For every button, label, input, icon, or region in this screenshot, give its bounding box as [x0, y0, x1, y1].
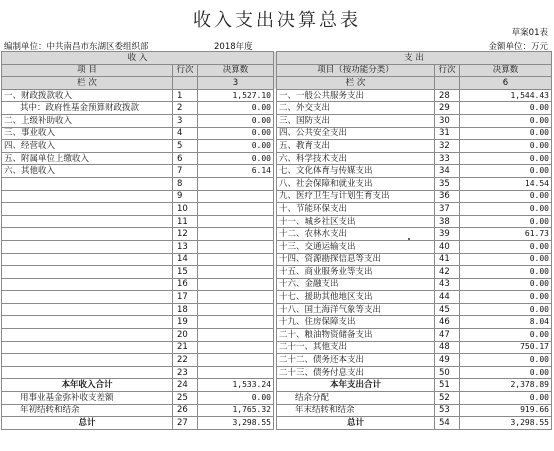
income-item: 六、其他收入 — [2, 165, 173, 178]
income-item — [2, 329, 173, 342]
expense-item: 十六、金融支出 — [277, 278, 435, 291]
expense-item: 总计 — [277, 417, 435, 430]
expense-line-number: 46 — [435, 316, 460, 329]
table-row — [2, 127, 552, 140]
expense-item: 十八、国土海洋气象等支出 — [277, 303, 435, 316]
expense-item: 十七、援助其他地区支出 — [277, 291, 435, 304]
income-line-number: 7 — [173, 165, 198, 178]
income-item — [2, 316, 173, 329]
income-item: 二、上级补助收入 — [2, 114, 173, 127]
income-item — [2, 341, 173, 354]
form-number: 草案01表 — [511, 28, 548, 38]
expense-amount: 0.00 — [460, 127, 552, 140]
expense-item: 二十、粮油物资储备支出 — [277, 329, 435, 342]
income-item — [2, 253, 173, 266]
income-column-index: 3 — [198, 77, 274, 90]
income-section-header: 收 入 — [2, 52, 274, 65]
expense-item: 四、公共安全支出 — [277, 127, 435, 140]
income-amount: 3,298.55 — [198, 417, 274, 430]
income-line-number: 22 — [173, 354, 198, 367]
income-item — [2, 228, 173, 241]
expense-amount: 0.00 — [460, 152, 552, 165]
expense-amount: 0.00 — [460, 278, 552, 291]
income-line-number: 23 — [173, 366, 198, 379]
income-line-number: 21 — [173, 341, 198, 354]
page-title: 收入支出决算总表 — [193, 10, 361, 31]
expense-line-number: 36 — [435, 190, 460, 203]
expense-line-number: 32 — [435, 140, 460, 153]
income-item — [2, 303, 173, 316]
expense-line-number: 47 — [435, 329, 460, 342]
fiscal-year: 2018年度 — [214, 42, 253, 52]
income-amount — [198, 316, 274, 329]
expense-item: 十九、住房保障支出 — [277, 316, 435, 329]
table-row — [2, 329, 552, 342]
income-line-number: 3 — [173, 114, 198, 127]
income-item: 年初结转和结余 — [2, 404, 173, 417]
expense-amount: 0.00 — [460, 102, 552, 115]
expense-item: 二十三、债务付息支出 — [277, 366, 435, 379]
income-amount — [198, 240, 274, 253]
income-item: 三、事业收入 — [2, 127, 173, 140]
table-row — [2, 152, 552, 165]
expense-amount: 0.00 — [460, 114, 552, 127]
table-row — [2, 240, 552, 253]
income-item: 五、附属单位上缴收入 — [2, 152, 173, 165]
expense-item: 一、一般公共服务支出 — [277, 89, 435, 102]
expense-amount: 0.00 — [460, 240, 552, 253]
table-row — [2, 417, 552, 430]
income-line-number: 11 — [173, 215, 198, 228]
expense-amount: 0.00 — [460, 392, 552, 405]
income-line-number: 8 — [173, 177, 198, 190]
expense-amount: 0.00 — [460, 215, 552, 228]
expense-item: 七、文化体育与传媒支出 — [277, 165, 435, 178]
expense-line-number: 40 — [435, 240, 460, 253]
stray-dot-mark — [408, 238, 410, 240]
income-amount: 0.00 — [198, 392, 274, 405]
income-amount: 6.14 — [198, 165, 274, 178]
table-row — [2, 140, 552, 153]
expense-line-number: 30 — [435, 114, 460, 127]
expense-item: 十二、农林水支出 — [277, 228, 435, 241]
expense-item: 十五、商业服务业等支出 — [277, 266, 435, 279]
income-line-number: 4 — [173, 127, 198, 140]
expense-amount: 0.00 — [460, 140, 552, 153]
income-line-number: 9 — [173, 190, 198, 203]
column-index-row — [2, 77, 552, 90]
table-row — [2, 354, 552, 367]
income-amount — [198, 253, 274, 266]
income-amount — [198, 278, 274, 291]
expense-column-index-label: 栏 次 — [277, 77, 435, 90]
table-row — [2, 379, 552, 392]
expense-line-number: 31 — [435, 127, 460, 140]
income-item — [2, 190, 173, 203]
income-item — [2, 177, 173, 190]
expense-amount: 3,298.55 — [460, 417, 552, 430]
income-line-number: 27 — [173, 417, 198, 430]
table-row — [2, 253, 552, 266]
expense-line-number: 45 — [435, 303, 460, 316]
income-item — [2, 266, 173, 279]
table-row — [2, 215, 552, 228]
income-line-number: 15 — [173, 266, 198, 279]
income-item: 用事业基金弥补收支差额 — [2, 392, 173, 405]
income-column-index-blank — [173, 77, 198, 90]
account-table — [1, 51, 552, 430]
income-column-index-label: 栏 次 — [2, 77, 173, 90]
expense-column-index-blank — [435, 77, 460, 90]
expense-amount: 0.00 — [460, 303, 552, 316]
column-header-row — [2, 64, 552, 77]
expense-amount: 0.00 — [460, 354, 552, 367]
table-row — [2, 278, 552, 291]
income-item — [2, 354, 173, 367]
income-amount: 0.00 — [198, 102, 274, 115]
table-row — [2, 366, 552, 379]
table-row — [2, 316, 552, 329]
expense-item: 十一、城乡社区支出 — [277, 215, 435, 228]
income-line-number: 19 — [173, 316, 198, 329]
table-row — [2, 341, 552, 354]
expense-amount: 1,544.43 — [460, 89, 552, 102]
income-amount: 1,765.32 — [198, 404, 274, 417]
expense-line-number: 50 — [435, 366, 460, 379]
expense-line-number: 39 — [435, 228, 460, 241]
income-line-number: 6 — [173, 152, 198, 165]
income-amount — [198, 354, 274, 367]
expense-amount: 0.00 — [460, 253, 552, 266]
income-item: 总计 — [2, 417, 173, 430]
expense-amount: 0.00 — [460, 266, 552, 279]
expense-line-number: 54 — [435, 417, 460, 430]
table-row — [2, 114, 552, 127]
expense-line-number: 53 — [435, 404, 460, 417]
expense-item: 年末结转和结余 — [277, 404, 435, 417]
expense-line-number: 49 — [435, 354, 460, 367]
expense-item: 十、节能环保支出 — [277, 203, 435, 216]
expense-item: 二、外交支出 — [277, 102, 435, 115]
table-row — [2, 392, 552, 405]
expense-amount: 8.04 — [460, 316, 552, 329]
expense-amount: 61.73 — [460, 228, 552, 241]
expense-line-number: 37 — [435, 203, 460, 216]
compiling-unit: 编制单位：中共南昌市东湖区委组织部 — [4, 42, 149, 52]
expense-column-index: 6 — [460, 77, 552, 90]
money-unit: 金额单位：万元 — [488, 42, 548, 52]
income-amount — [198, 177, 274, 190]
income-amount — [198, 228, 274, 241]
income-amount — [198, 190, 274, 203]
expense-item-header: 项目（按功能分类） — [277, 64, 435, 77]
table-row — [2, 291, 552, 304]
expense-item: 三、国防支出 — [277, 114, 435, 127]
income-item — [2, 278, 173, 291]
table-row — [2, 165, 552, 178]
income-amount — [198, 215, 274, 228]
income-line-number: 24 — [173, 379, 198, 392]
expense-item: 六、科学技术支出 — [277, 152, 435, 165]
expense-line-number: 48 — [435, 341, 460, 354]
income-amount: 0.00 — [198, 140, 274, 153]
income-line-number: 5 — [173, 140, 198, 153]
income-item — [2, 215, 173, 228]
table-row — [2, 266, 552, 279]
income-line-number: 16 — [173, 278, 198, 291]
income-line-header: 行次 — [173, 64, 198, 77]
table-row — [2, 203, 552, 216]
expense-line-number: 43 — [435, 278, 460, 291]
expense-line-number: 42 — [435, 266, 460, 279]
income-amount: 1,533.24 — [198, 379, 274, 392]
income-line-number: 26 — [173, 404, 198, 417]
expense-line-number: 52 — [435, 392, 460, 405]
income-line-number: 20 — [173, 329, 198, 342]
expense-amount: 0.00 — [460, 165, 552, 178]
income-amount-header: 决算数 — [198, 64, 274, 77]
income-amount — [198, 366, 274, 379]
income-item: 本年收入合计 — [2, 379, 173, 392]
table-row — [2, 102, 552, 115]
table-row — [2, 228, 552, 241]
income-item: 其中：政府性基金预算财政拨款 — [2, 102, 173, 115]
expense-amount: 750.17 — [460, 341, 552, 354]
expense-item: 五、教育支出 — [277, 140, 435, 153]
expense-line-number: 38 — [435, 215, 460, 228]
table-row — [2, 89, 552, 102]
expense-line-number: 34 — [435, 165, 460, 178]
income-item — [2, 203, 173, 216]
expense-item: 十四、资源勘探信息等支出 — [277, 253, 435, 266]
expense-item: 二十二、债务还本支出 — [277, 354, 435, 367]
income-line-number: 14 — [173, 253, 198, 266]
income-amount — [198, 203, 274, 216]
expense-line-number: 33 — [435, 152, 460, 165]
expense-line-header: 行次 — [435, 64, 460, 77]
expense-item: 本年支出合计 — [277, 379, 435, 392]
expense-amount: 0.00 — [460, 366, 552, 379]
section-header-row — [2, 52, 552, 65]
income-item — [2, 240, 173, 253]
income-item — [2, 291, 173, 304]
income-amount — [198, 303, 274, 316]
expense-line-number: 41 — [435, 253, 460, 266]
income-line-number: 25 — [173, 392, 198, 405]
expense-section-header: 支 出 — [277, 52, 552, 65]
expense-amount: 0.00 — [460, 190, 552, 203]
income-line-number: 10 — [173, 203, 198, 216]
table-row — [2, 404, 552, 417]
expense-amount: 0.00 — [460, 291, 552, 304]
expense-amount: 2,378.89 — [460, 379, 552, 392]
income-amount: 0.00 — [198, 152, 274, 165]
expense-item: 九、医疗卫生与计划生育支出 — [277, 190, 435, 203]
income-amount — [198, 291, 274, 304]
expense-line-number: 35 — [435, 177, 460, 190]
expense-amount-header: 决算数 — [460, 64, 552, 77]
expense-line-number: 29 — [435, 102, 460, 115]
income-item-header: 项 目 — [2, 64, 173, 77]
income-item: 四、经营收入 — [2, 140, 173, 153]
income-amount: 0.00 — [198, 114, 274, 127]
table-row — [2, 303, 552, 316]
income-amount: 0.00 — [198, 127, 274, 140]
expense-item: 结余分配 — [277, 392, 435, 405]
expense-amount: 0.00 — [460, 329, 552, 342]
income-item: 一、财政拨款收入 — [2, 89, 173, 102]
income-amount — [198, 341, 274, 354]
expense-line-number: 28 — [435, 89, 460, 102]
income-amount: 1,527.10 — [198, 89, 274, 102]
table-row — [2, 177, 552, 190]
expense-amount: 919.66 — [460, 404, 552, 417]
table-row — [2, 190, 552, 203]
expense-amount: 14.54 — [460, 177, 552, 190]
expense-item: 十三、交通运输支出 — [277, 240, 435, 253]
income-amount — [198, 329, 274, 342]
income-line-number: 13 — [173, 240, 198, 253]
income-line-number: 12 — [173, 228, 198, 241]
expense-line-number: 44 — [435, 291, 460, 304]
income-line-number: 2 — [173, 102, 198, 115]
expense-item: 二十一、其他支出 — [277, 341, 435, 354]
income-amount — [198, 266, 274, 279]
expense-item: 八、社会保障和就业支出 — [277, 177, 435, 190]
expense-amount: 0.00 — [460, 203, 552, 216]
income-line-number: 1 — [173, 89, 198, 102]
expense-line-number: 51 — [435, 379, 460, 392]
income-line-number: 18 — [173, 303, 198, 316]
income-item — [2, 366, 173, 379]
income-line-number: 17 — [173, 291, 198, 304]
